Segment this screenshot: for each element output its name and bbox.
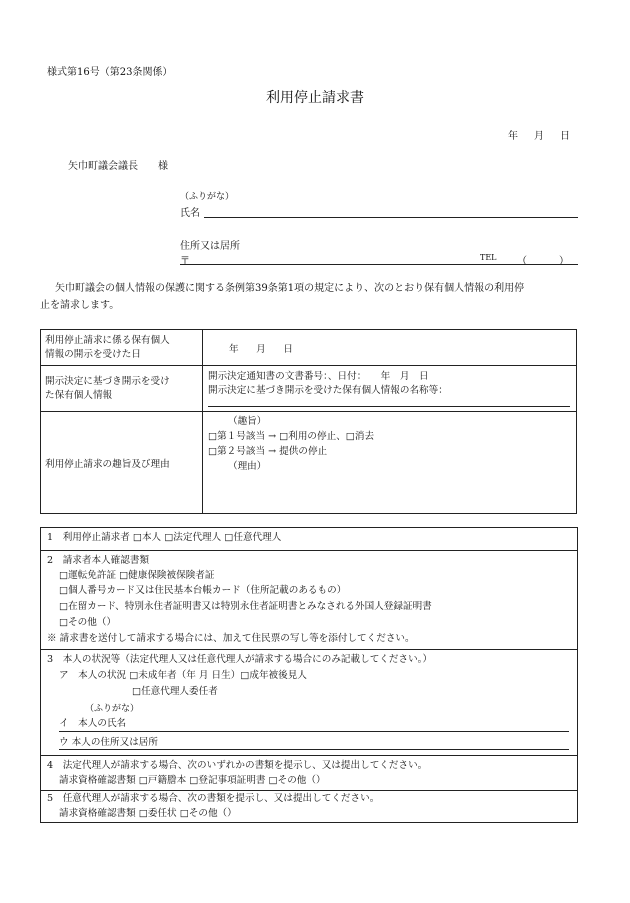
section-3-heading: 3 本人の状況等（法定代理人又は任意代理人が請求する場合にのみ記載してください。） (47, 654, 433, 665)
reason-heading: （理由） (228, 461, 267, 472)
page-title: 利用停止請求書 (266, 90, 364, 106)
section-5-heading: 5 任意代理人が請求する場合、次の書類を提示し、又は提出してください。 (47, 793, 380, 804)
postal-mark: 〒 (180, 256, 190, 267)
row2-fill-line[interactable] (208, 406, 570, 407)
doc-option-4[interactable]: □その他（） (59, 617, 117, 628)
table-row (41, 330, 577, 366)
principal-address-label: ウ 本人の住所又は居所 (59, 737, 158, 748)
row2-value-1: 開示決定通知書の文書番号：、日付： 年 月 日 (208, 371, 429, 382)
details-box (40, 527, 578, 823)
row2-label-1: 開示決定に基づき開示を受け (45, 375, 170, 387)
principal-address-line[interactable] (59, 749, 569, 750)
address-line (180, 264, 578, 265)
principal-furigana: （ふりがな） (85, 704, 140, 714)
divider (41, 790, 577, 791)
purpose-option-1[interactable]: □第１号該当 → □利用の停止、□消去 (208, 431, 375, 442)
row3-label: 利用停止請求の趣旨及び理由 (41, 412, 203, 514)
address-label: 住所又は居所 (180, 241, 240, 252)
table-row (41, 366, 577, 412)
section-4-docs[interactable]: 請求資格確認書類 □戸籍謄本 □登記事項証明書 □その他（） (59, 775, 326, 786)
doc-option-1[interactable]: □運転免許証 □健康保険被保険者証 (59, 570, 215, 581)
tel-label: TEL (480, 253, 497, 262)
table-row (41, 412, 577, 514)
row1-label-1: 利用停止請求に係る保有個人 (45, 334, 170, 346)
section-2-heading: 2 請求者本人確認書類 (47, 555, 150, 566)
form-number: 様式第16号（第23条関係） (47, 67, 173, 78)
row2-label-2: た保有個人情報 (45, 389, 113, 401)
date-line: 年 月 日 (508, 131, 573, 142)
divider (41, 649, 577, 650)
disclosure-date[interactable]: 年 月 日 (203, 330, 577, 366)
name-line (204, 217, 578, 218)
principal-status-2[interactable]: □任意代理人委任者 (132, 686, 218, 697)
row2-value-2: 開示決定に基づき開示を受けた保有個人情報の名称等： (208, 385, 448, 396)
name-label: 氏名 (180, 208, 200, 219)
request-table (40, 329, 577, 514)
row1-label-2: 情報の開示を受けた日 (45, 348, 141, 360)
divider (41, 755, 577, 756)
principal-name-line[interactable] (59, 731, 569, 732)
principal-name-label: イ 本人の氏名 (59, 718, 127, 729)
intro-line-2: 止を請求します。 (40, 300, 120, 311)
doc-option-2[interactable]: □個人番号カード又は住民基本台帳カード（住所記載のあるもの） (59, 585, 347, 596)
section-5-docs[interactable]: 請求資格確認書類 □委任状 □その他（） (59, 808, 237, 819)
doc-option-3[interactable]: □在留カード、特別永住者証明書又は特別永住者証明書とみなされる外国人登録証明書 (59, 601, 432, 612)
section-2-note: ※ 請求書を送付して請求する場合には、加えて住民票の写し等を添付してください。 (47, 633, 415, 644)
purpose-heading: （趣旨） (228, 416, 267, 427)
section-1[interactable]: 1 利用停止請求者 □本人 □法定代理人 □任意代理人 (47, 532, 282, 543)
furigana-label: （ふりがな） (180, 192, 235, 202)
recipient: 矢巾町議会議長 様 (68, 161, 168, 172)
purpose-option-2[interactable]: □第２号該当 → 提供の停止 (208, 446, 328, 457)
principal-status[interactable]: ア 本人の状況 □未成年者（年 月 日生）□成年被後見人 (59, 670, 307, 681)
section-4-heading: 4 法定代理人が請求する場合、次のいずれかの書類を提示し、又は提出してください。 (47, 760, 428, 771)
tel-paren: （ ） (517, 256, 573, 267)
intro-line-1: 矢巾町議会の個人情報の保護に関する条例第39条第1項の規定により、次のとおり保有個人情報の利用停 (55, 283, 525, 294)
divider (41, 550, 577, 551)
